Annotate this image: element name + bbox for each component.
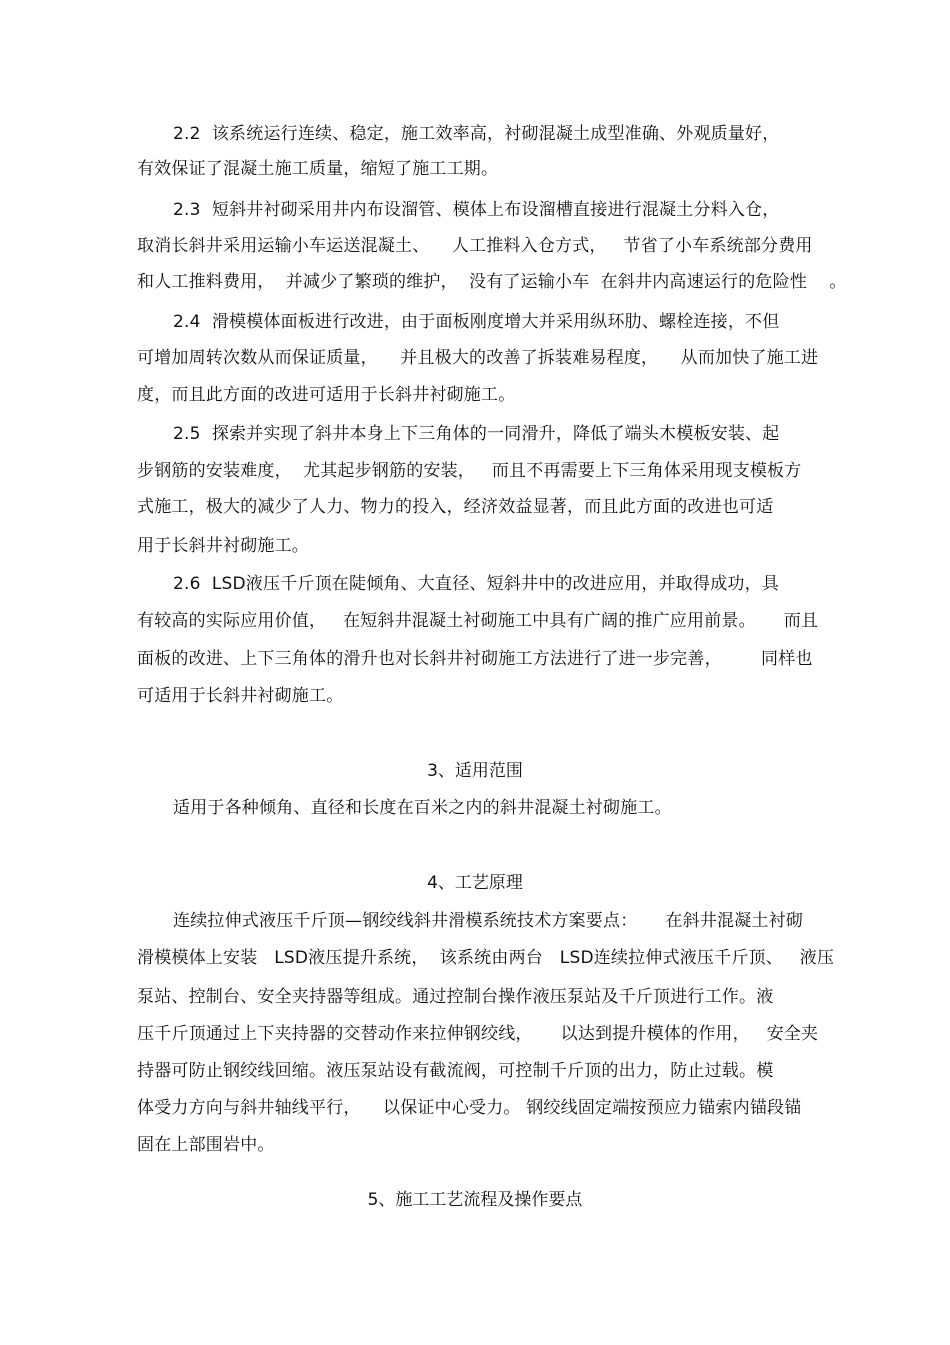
- text-line: 和人工推料费用， 并减少了繁琐的维护， 没有了运输小车 在斜井内高速运行的危险性 。: [137, 272, 847, 292]
- text-line: 面板的改进、上下三角体的滑升也对长斜井衬砌施工方法进行了进一步完善， 同样也: [137, 649, 813, 669]
- text-line: 步钢筋的安装难度， 尤其起步钢筋的安装， 而且不再需要上下三角体采用现支模板方: [137, 461, 802, 481]
- text-line: 2.6 LSD液压千斤顶在陡倾角、大直径、短斜井中的改进应用，并取得成功，具: [173, 574, 779, 594]
- text-line: 2.4 滑模模体面板进行改进，由于面板刚度增大并采用纵环肋、螺栓连接，不但: [173, 312, 780, 332]
- text-line: 度，而且此方面的改进可适用于长斜井衬砌施工。: [137, 385, 516, 405]
- text-line: 体受力方向与斜井轴线平行， 以保证中心受力。 钢绞线固定端按预应力锚索内锚段锚: [137, 1098, 802, 1118]
- text-line: 可适用于长斜井衬砌施工。: [137, 686, 344, 706]
- section-heading-5: 5、施工工艺流程及操作要点: [367, 1190, 583, 1210]
- section-heading-4: 4、工艺原理: [427, 873, 523, 893]
- text-line: 2.5 探索并实现了斜井本身上下三角体的一同滑升，降低了端头木模板安装、起: [173, 424, 780, 444]
- text-line: 持器可防止钢绞线回缩。液压泵站设有截流阀，可控制千斤顶的出力，防止过载。模: [137, 1061, 774, 1081]
- text-line: 有较高的实际应用价值， 在短斜井混凝土衬砌施工中具有广阔的推广应用前景。 而且: [137, 611, 819, 631]
- text-line: 用于长斜井衬砌施工。: [137, 536, 309, 556]
- text-line: 有效保证了混凝土施工质量，缩短了施工工期。: [137, 159, 499, 179]
- text-line: 可增加周转次数从而保证质量， 并且极大的改善了拆装难易程度， 从而加快了施工进: [137, 348, 819, 368]
- section-heading-3: 3、适用范围: [427, 761, 523, 781]
- section-3-text: 适用于各种倾角、直径和长度在百米之内的斜井混凝土衬砌施工。: [173, 798, 672, 818]
- text-line: 式施工，极大的减少了人力、物力的投入，经济效益显著，而且此方面的改进也可适: [137, 497, 774, 517]
- text-line: 连续拉伸式液压千斤顶—钢绞线斜井滑模系统技术方案要点： 在斜井混凝土衬砌: [173, 911, 804, 931]
- text-line: 泵站、控制台、安全夹持器等组成。通过控制台操作液压泵站及千斤顶进行工作。液: [137, 987, 774, 1007]
- text-line: 压千斤顶通过上下夹持器的交替动作来拉伸钢绞线， 以达到提升模体的作用， 安全夹: [137, 1024, 819, 1044]
- text-line: 2.2 该系统运行连续、稳定，施工效率高，衬砌混凝土成型准确、外观质量好，: [173, 124, 780, 144]
- text-line: 固在上部围岩中。: [137, 1135, 275, 1155]
- text-line: 取消长斜井采用运输小车运送混凝土、 人工推料入仓方式， 节省了小车系统部分费用: [137, 236, 813, 256]
- text-line: 2.3 短斜井衬砌采用井内布设溜管、模体上布设溜槽直接进行混凝土分料入仓，: [173, 200, 780, 220]
- text-line: 滑模模体上安装 LSD液压提升系统， 该系统由两台 LSD连续拉伸式液压千斤顶、 液压: [137, 948, 835, 968]
